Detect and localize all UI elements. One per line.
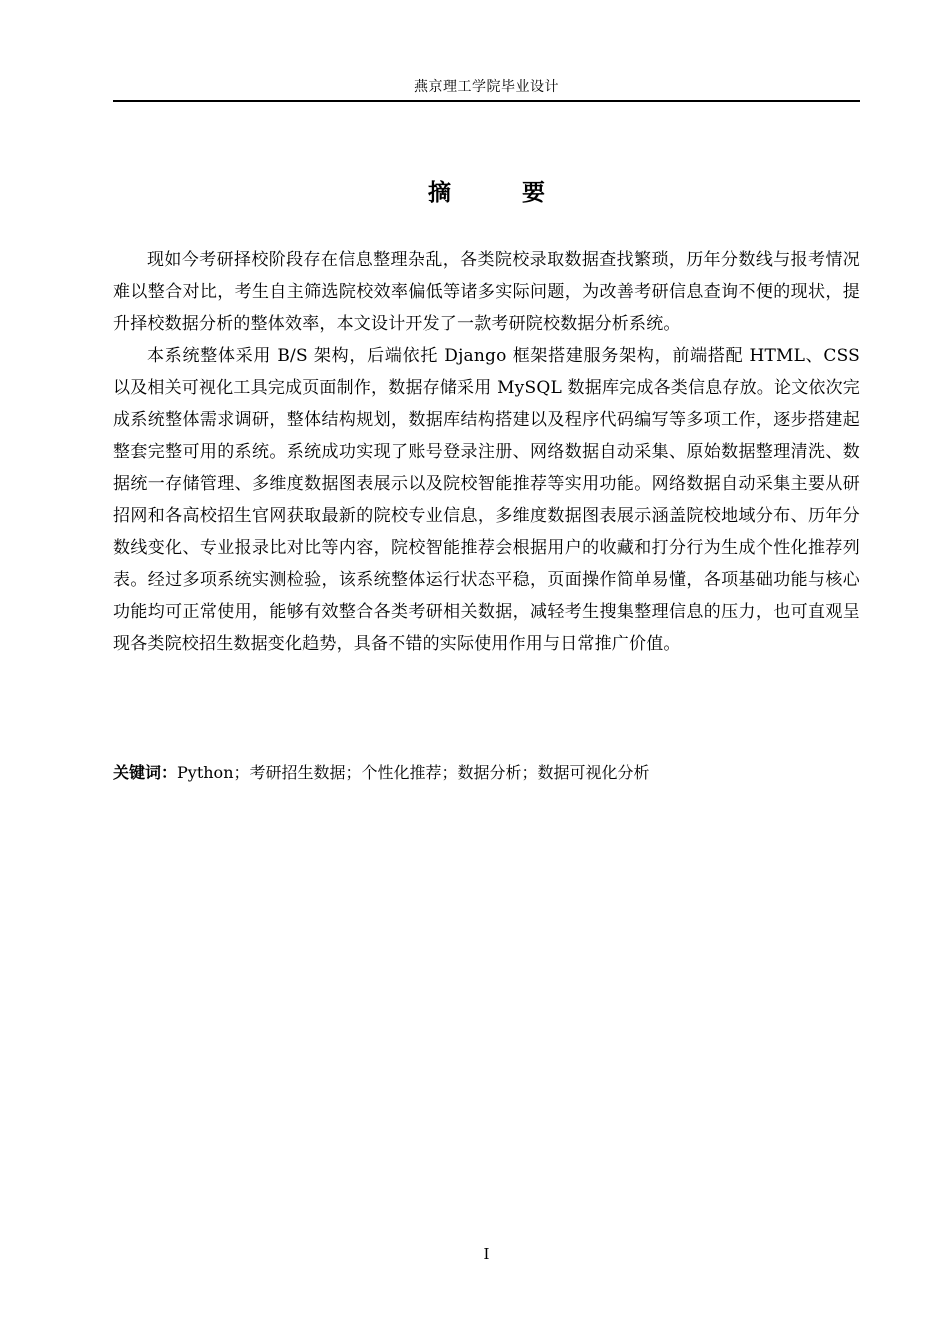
abstract-heading: 摘 要 bbox=[428, 179, 569, 206]
abstract-paragraph-2: 本系统整体采用 B/S 架构，后端依托 Django 框架搭建服务架构，前端搭配 HTML、CSS 以及相关可视化工具完成页面制作，数据存储采用 MySQL 数据库完成各类信息存放。论文依次完成系统整体需求调研，整体结构规划，数据库结构搭建以及程序代码编写等多项工作，逐步搭建起整套完整可用的系统。系统成功实现了账号登录注册、网络数据自动采集、原始数据整理清洗、数据统一存储管理、多维度数据图表展示以及院校智能推荐等实用功能。网络数据自动采集主要从研招网和各高校招生官网获取最新的院校专业信息，多维度数据图表展示涵盖院校地域分布、历年分数线变化、专业报录比对比等内容，院校智能推荐会根据用户的收藏和打分行为生成个性化推荐列表。经过多项系统实测检验，该系统整体运行状态平稳，页面操作简单易懂，各项基础功能与核心功能均可正常使用，能够有效整合各类考研相关数据，减轻考生搜集整理信息的压力，也可直观呈现各类院校招生数据变化趋势，具备不错的实际使用作用与日常推广价值。 bbox=[113, 346, 860, 654]
keywords-label: 关键词： bbox=[113, 763, 178, 782]
abstract-paragraph-1: 现如今考研择校阶段存在信息整理杂乱，各类院校录取数据查找繁琐，历年分数线与报考情况难以整合对比，考生自主筛选院校效率偏低等诸多实际问题，为改善考研信息查询不便的现状，提升择校数据分析的整体效率，本文设计开发了一款考研院校数据分析系统。 bbox=[113, 250, 860, 334]
keywords-line bbox=[113, 757, 860, 789]
running-header: 燕京理工学院毕业设计 bbox=[414, 79, 559, 95]
keywords-text: Python；考研招生数据；个性化推荐；数据分析；数据可视化分析 bbox=[177, 763, 650, 782]
abstract-body bbox=[113, 244, 860, 660]
header-rule bbox=[113, 100, 860, 102]
page-number: I bbox=[483, 1245, 490, 1263]
